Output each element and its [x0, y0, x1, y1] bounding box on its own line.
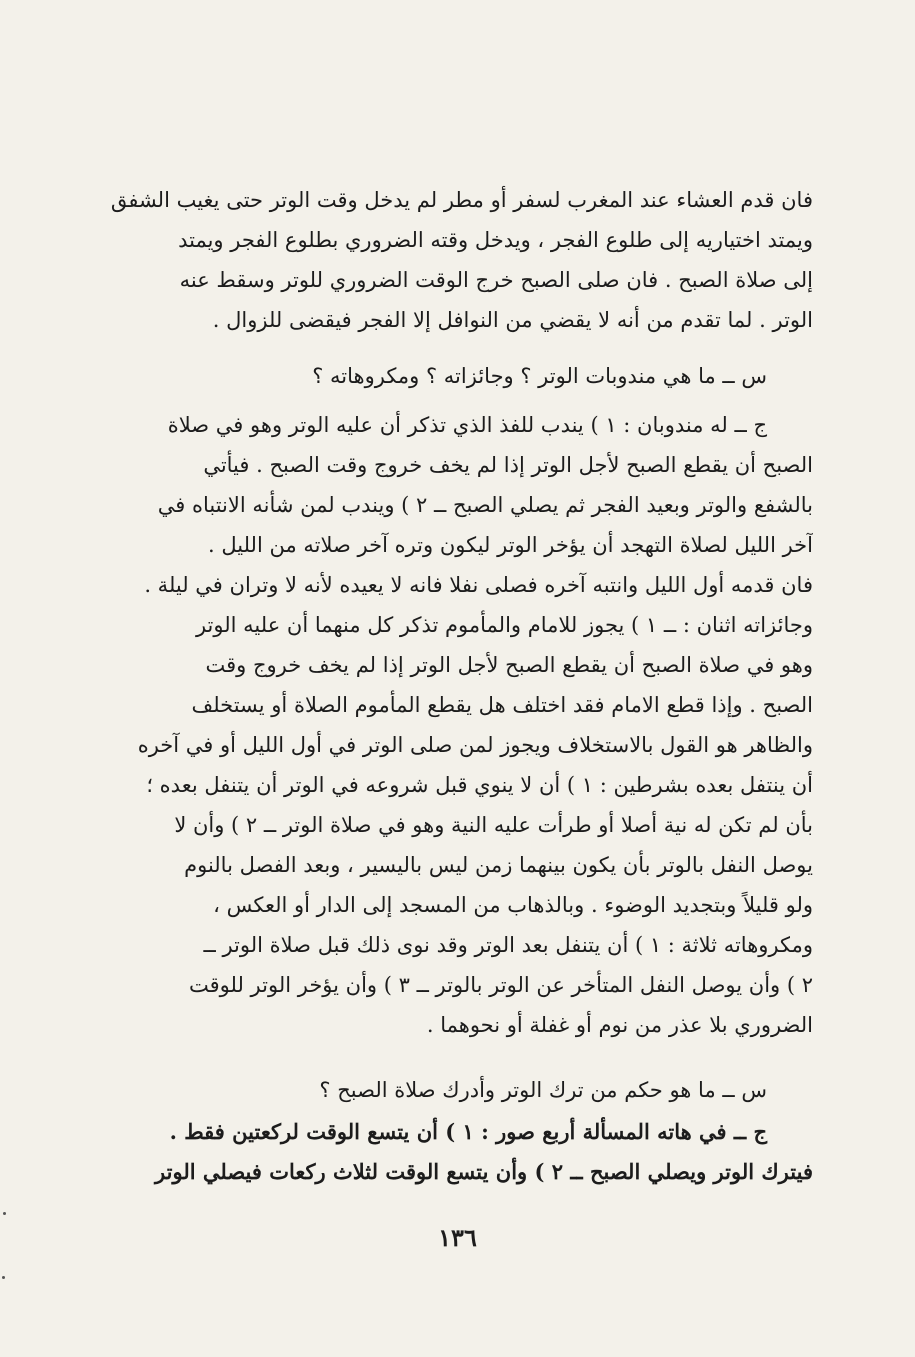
text-line: ولو قليلاً وبتجديد الوضوء . وبالذهاب من المسجد إلى الدار أو العكس ، — [213, 893, 813, 917]
text-line: يوصل النفل بالوتر بأن يكون بينهما زمن ليس باليسير ، وبعد الفصل بالنوم — [184, 853, 813, 877]
text-line: الصبح أن يقطع الصبح لأجل الوتر إذا لم يخف خروج وقت الصبح . فيأتي — [203, 453, 813, 477]
page-number: ١٣٦ — [438, 1223, 477, 1252]
question-text: س ــ ما هو حكم من ترك الوتر وأدرك صلاة الصبح ؟ — [319, 1078, 767, 1102]
text-line: بأن لم تكن له نية أصلا أو طرأت عليه النية وهو في صلاة الوتر ــ ٢ ) وأن لا — [174, 813, 813, 837]
text-line: إلى صلاة الصبح . فان صلى الصبح خرج الوقت الضروري للوتر وسقط عنه — [179, 268, 813, 292]
text-line: الضروري بلا عذر من نوم أو غفلة أو نحوهما . — [426, 1013, 813, 1037]
text-line: فيترك الوتر ويصلي الصبح ــ ٢ ) وأن يتسع الوقت لثلاث ركعات فيصلي الوتر — [155, 1159, 813, 1184]
text-line: ومكروهاته ثلاثة : ١ ) أن يتنفل بعد الوتر وقد نوى ذلك قبل صلاة الوتر ــ — [203, 933, 813, 957]
text-line: ج ــ في هاته المسألة أربع صور : ١ ) أن يتسع الوقت لركعتين فقط . — [169, 1119, 767, 1144]
text-line: فان قدم العشاء عند المغرب لسفر أو مطر لم يدخل وقت الوتر حتى يغيب الشفق — [110, 188, 813, 212]
answer-1 — [98, 405, 813, 1045]
text-line: ج ــ له مندوبان : ١ ) يندب للفذ الذي تذكر أن عليه الوتر وهو في صلاة — [167, 413, 767, 437]
scan-speck — [2, 1276, 5, 1279]
text-line: والظاهر هو القول بالاستخلاف ويجوز لمن صلى الوتر في أول الليل أو في آخره — [137, 733, 813, 757]
text-line: الوتر . لما تقدم من أنه لا يقضي من النوافل إلا الفجر فيقضى للزوال . — [212, 308, 813, 332]
text-line: ويمتد اختياريه إلى طلوع الفجر ، ويدخل وقته الضروري بطلوع الفجر ويمتد — [178, 228, 813, 252]
question-1 — [98, 356, 813, 396]
text-line: الصبح . وإذا قطع الامام فقد اختلف هل يقطع المأموم الصلاة أو يستخلف — [191, 693, 813, 717]
text-line: آخر الليل لصلاة التهجد أن يؤخر الوتر ليكون وتره آخر صلاته من الليل . — [208, 533, 813, 557]
text-line: بالشفع والوتر وبعيد الفجر ثم يصلي الصبح ــ ٢ ) ويندب لمن شأنه الانتباه في — [157, 493, 813, 517]
paragraph-continuation — [98, 180, 813, 340]
text-line: ٢ ) وأن يوصل النفل المتأخر عن الوتر بالوتر ــ ٣ ) وأن يؤخر الوتر للوقت — [189, 973, 813, 997]
scan-speck — [3, 1212, 6, 1215]
text-line: وهو في صلاة الصبح أن يقطع الصبح لأجل الوتر إذا لم يخف خروج وقت — [205, 653, 813, 677]
text-line: فان قدمه أول الليل وانتبه آخره فصلى نفلا فانه لا يعيده لأنه لا وتران في ليلة . — [144, 573, 813, 597]
answer-2 — [98, 1112, 813, 1192]
question-text: س ــ ما هي مندوبات الوتر ؟ وجائزاته ؟ ومكروهاته ؟ — [312, 364, 767, 388]
text-line: أن ينتفل بعده بشرطين : ١ ) أن لا ينوي قبل شروعه في الوتر أن يتنفل بعده ؛ — [146, 773, 813, 797]
question-2 — [98, 1070, 813, 1110]
text-line: وجائزاته اثنان : ــ ١ ) يجوز للامام والمأموم تذكر كل منهما أن عليه الوتر — [195, 613, 813, 637]
